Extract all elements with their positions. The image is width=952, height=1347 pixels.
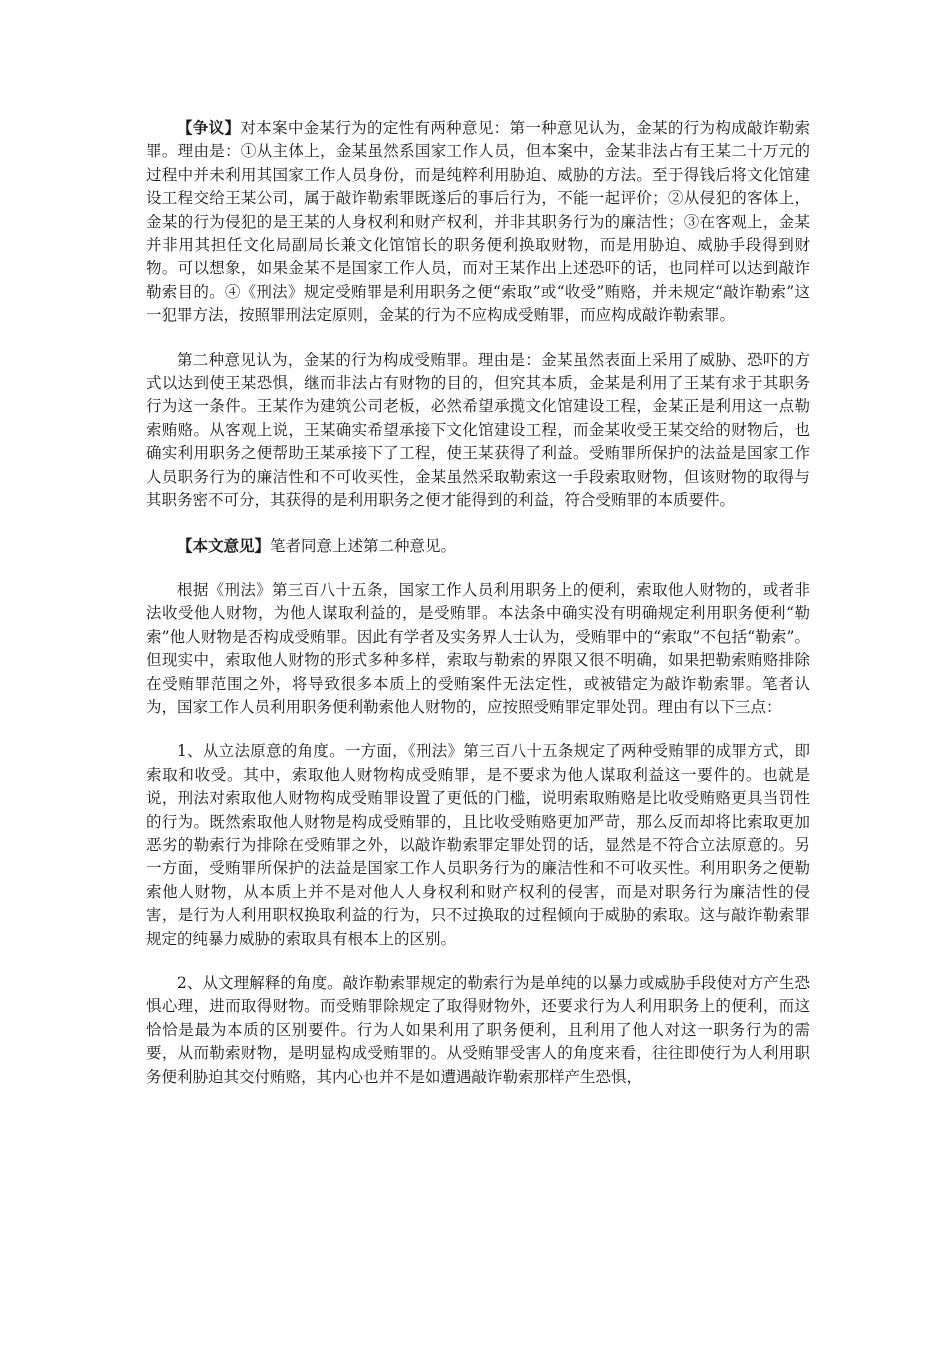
document-body	[146, 116, 810, 1110]
reason-2-text: 2、从文理解释的角度。敲诈勒索罪规定的勒索行为是单纯的以暴力或威胁手段使对方产生恐惧心理，进而取得财物。而受贿罪除规定了取得财物外，还要求行为人利用职务上的便利，而这恰恰是最为本质的区别要件。行为人如果利用了职务便利，且利用了他人对这一职务行为的需要，从而勒索财物，是明显构成受贿罪的。从受贿罪受害人的角度来看，往往即使行为人利用职务便利胁迫其交付贿赂，其内心也并不是如遭遇敲诈勒索那样产生恐惧，	[146, 974, 810, 1086]
paragraph-legal-basis	[146, 579, 810, 719]
paragraph-reason-1	[146, 740, 810, 951]
author-opinion-text: 笔者同意上述第二种意见。	[270, 536, 457, 555]
reason-1-text: 1、从立法原意的角度。一方面，《刑法》第三百八十五条规定了两种受贿罪的成罪方式，即索取和收受。其中，索取他人财物构成受贿罪，是不要求为他人谋取利益这一要件的。也就是说，刑法对索取他人财物构成受贿罪设置了更低的门槛，说明索取贿赂是比收受贿赂更具当罚性的行为。既然索取他人财物是构成受贿罪的，且比收受贿赂更加严苛，那么反而却将比索取更加恶劣的勒索行为排除在受贿罪之外，以敲诈勒索罪定罪处罚的话，显然是不符合立法原意的。另一方面，受贿罪所保护的法益是国家工作人员职务行为的廉洁性和不可收买性。利用职务之便勒索他人财物，从本质上并不是对他人人身权利和财产权利的侵害，而是对职务行为廉洁性的侵害，是行为人利用职权换取利益的行为，只不过换取的过程倾向于威胁的索取。这与敲诈勒索罪规定的纯暴力威胁的索取具有根本上的区别。	[146, 742, 810, 948]
dispute-heading: 【争议】	[177, 118, 241, 137]
second-opinion-text: 第二种意见认为，金某的行为构成受贿罪。理由是：金某虽然表面上采用了威胁、恐吓的方式以达到使王某恐惧，继而非法占有财物的目的，但究其本质，金某是利用了王某有求于其职务行为这一条件。王某作为建筑公司老板，必然希望承揽文化馆建设工程，金某正是利用这一点勒索贿赂。从客观上说，王某确实希望承接下文化馆建设工程，而金某收受王某交给的财物后，也确实利用职务之便帮助王某承接下了工程，使王某获得了利益。受贿罪所保护的法益是国家工作人员职务行为的廉洁性和不可收买性，金某虽然采取勒索这一手段索取财物，但该财物的取得与其职务密不可分，其获得的是利用职务之便才能得到的利益，符合受贿罪的本质要件。	[146, 350, 810, 510]
paragraph-author-opinion	[146, 534, 810, 558]
dispute-text: 对本案中金某行为的定性有两种意见：第一种意见认为，金某的行为构成敲诈勒索罪。理由是：①从主体上，金某虽然系国家工作人员，但本案中，金某非法占有王某二十万元的过程中并未利用其国家工作人员身份，而是纯粹利用胁迫、威胁的方法。至于得钱后将文化馆建设工程交给王某公司，属于敲诈勒索罪既遂后的事后行为，不能一起评价；②从侵犯的客体上，金某的行为侵犯的是王某的人身权利和财产权利，并非其职务行为的廉洁性；③在客观上，金某并非用其担任文化局副局长兼文化馆馆长的职务便利换取财物，而是用胁迫、威胁手段得到财物。可以想象，如果金某不是国家工作人员，而对王某作出上述恐吓的话，也同样可以达到敲诈勒索目的。④《刑法》规定受贿罪是利用职务之便“索取”或“收受”贿赂，并未规定“敲诈勒索”这一犯罪方法，按照罪刑法定原则，金某的行为不应构成受贿罪，而应构成敲诈勒索罪。	[146, 119, 810, 325]
author-opinion-heading: 【本文意见】	[177, 535, 271, 555]
paragraph-dispute	[146, 116, 810, 328]
paragraph-second-opinion	[146, 349, 810, 513]
legal-basis-text: 根据《刑法》第三百八十五条，国家工作人员利用职务上的便利，索取他人财物的，或者非法收受他人财物，为他人谋取利益的，是受贿罪。本法条中确实没有明确规定利用职务便利“勒索”他人财物是否构成受贿罪。因此有学者及实务界人士认为，受贿罪中的“索取”不包括“勒索”。但现实中，索取他人财物的形式多种多样，索取与勒索的界限又很不明确，如果把勒索贿赂排除在受贿罪范围之外，将导致很多本质上的受贿案件无法定性，或被错定为敲诈勒索罪。笔者认为，国家工作人员利用职务便利勒索他人财物的，应按照受贿罪定罪处罚。理由有以下三点：	[146, 580, 810, 716]
paragraph-reason-2	[146, 972, 810, 1089]
